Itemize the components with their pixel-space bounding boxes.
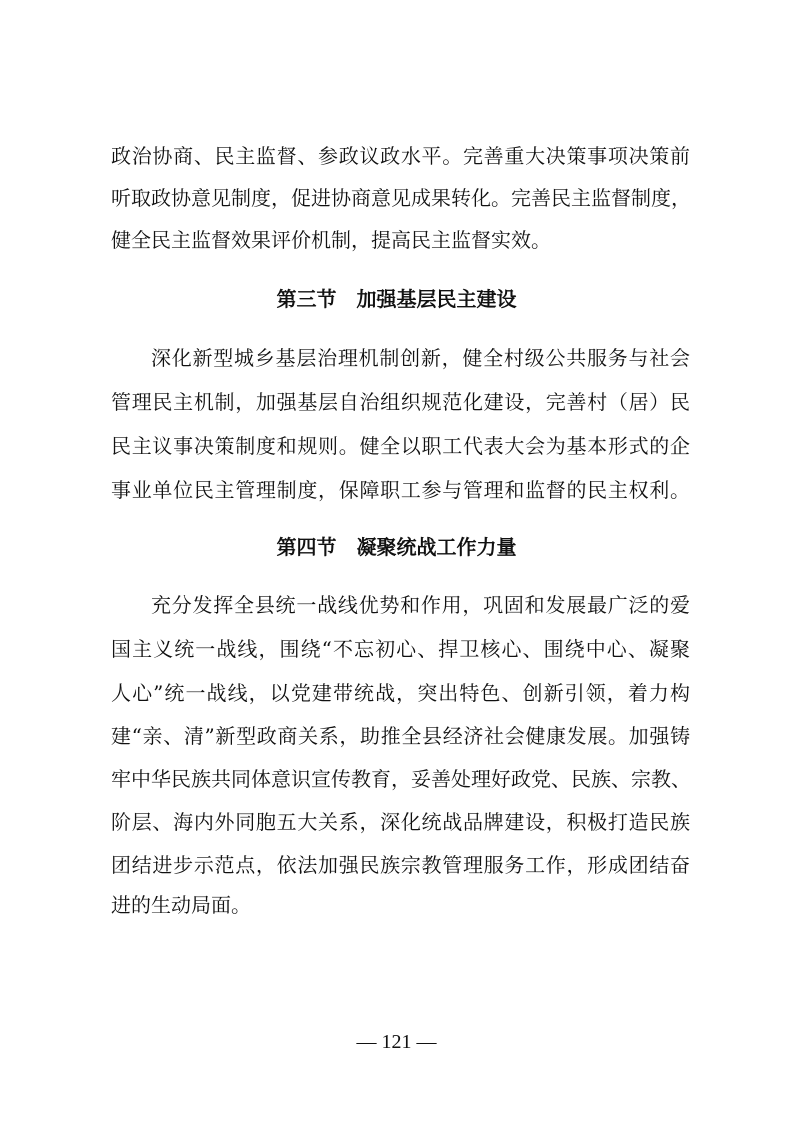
- section-4-line-6: 阶层、海内外同胞五大关系，深化统战品牌建设，积极打造民族: [111, 810, 690, 834]
- section-4-heading: 第四节 凝聚统战工作力量: [276, 535, 517, 559]
- section-4-line-1: 充分发挥全县统一战线优势和作用，巩固和发展最广泛的爱: [151, 593, 690, 617]
- paragraph-1-line-2: 听取政协意见制度，促进协商意见成果转化。完善民主监督制度，: [111, 186, 691, 210]
- section-3-line-1: 深化新型城乡基层治理机制创新，健全村级公共服务与社会: [151, 346, 690, 370]
- paragraph-1-line-3: 健全民主监督效果评价机制，提高民主监督实效。: [111, 228, 551, 252]
- section-4-line-5: 牢中华民族共同体意识宣传教育，妥善处理好政党、民族、宗教、: [111, 767, 691, 791]
- section-4-line-3: 人心”统一战线，以党建带统战，突出特色、创新引领，着力构: [111, 681, 690, 705]
- section-4-line-7: 团结进步示范点，依法加强民族宗教管理服务工作，形成团结奋: [111, 853, 690, 877]
- paragraph-1-line-1: 政治协商、民主监督、参政议政水平。完善重大决策事项决策前: [111, 144, 690, 168]
- section-4-line-2: 国主义统一战线，围绕“不忘初心、捍卫核心、围绕中心、凝聚: [111, 637, 690, 661]
- page-number: — 121 —: [356, 1031, 437, 1053]
- section-3-line-3: 民主议事决策制度和规则。健全以职工代表大会为基本形式的企: [111, 434, 690, 458]
- section-4-line-8: 进的生动局面。: [111, 893, 251, 917]
- section-3-line-4: 事业单位民主管理制度，保障职工参与管理和监督的民主权利。: [111, 478, 690, 502]
- section-3-line-2: 管理民主机制，加强基层自治组织规范化建设，完善村（居）民: [111, 390, 690, 414]
- section-4-line-4: 建“亲、清”新型政商关系，助推全县经济社会健康发展。加强铸: [111, 724, 690, 748]
- section-3-heading: 第三节 加强基层民主建设: [276, 287, 517, 311]
